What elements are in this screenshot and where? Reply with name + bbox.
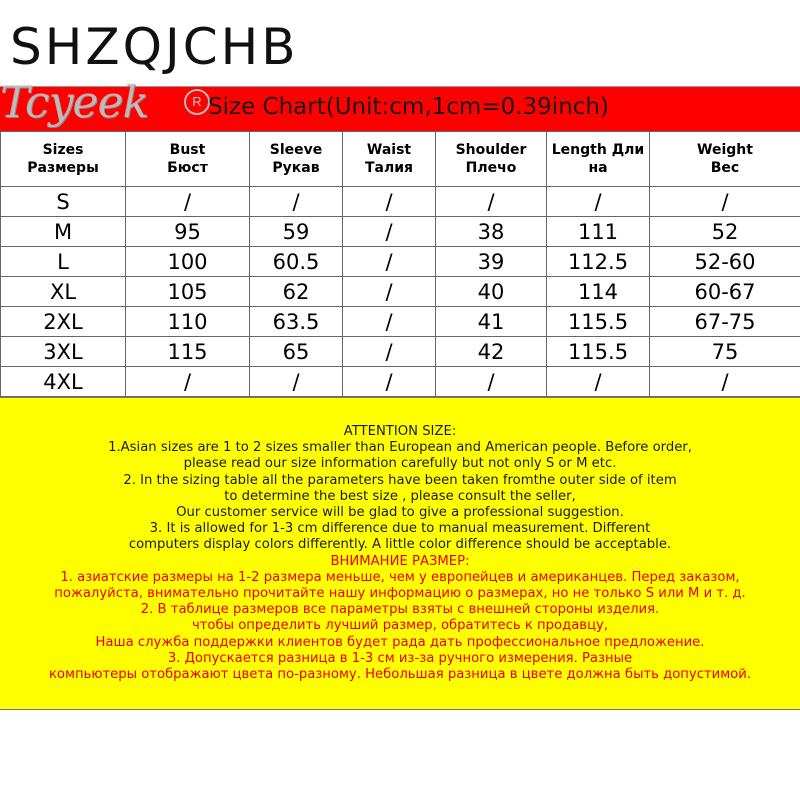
table-row <box>1 187 800 217</box>
column-header-sizes: Sizes Размеры <box>1 132 126 187</box>
table-cell: 59 <box>250 217 343 247</box>
table-row <box>1 247 800 277</box>
table-cell: / <box>343 277 436 307</box>
column-header-weight: Weight Вес <box>650 132 800 187</box>
notice-line-ru: пожалуйста, внимательно прочитайте нашу информацию о размерах, но не только S или M и т. д. <box>54 586 746 602</box>
table-cell: / <box>126 187 250 217</box>
table-cell: 65 <box>250 337 343 367</box>
table-cell: 52-60 <box>650 247 800 277</box>
size-chart-header <box>0 77 800 132</box>
attention-notice <box>0 397 800 710</box>
notice-line-en: 3. It is allowed for 1-3 cm difference due to manual measurement. Different <box>149 521 651 537</box>
brand-title: SHZQJCHB <box>10 18 299 76</box>
table-cell: 75 <box>650 337 800 367</box>
table-cell: 110 <box>126 307 250 337</box>
table-cell: 115.5 <box>547 337 650 367</box>
table-cell: / <box>650 187 800 217</box>
table-cell: / <box>343 337 436 367</box>
column-header-waist: Waist Талия <box>343 132 436 187</box>
table-cell: / <box>547 187 650 217</box>
registered-mark-icon: R <box>184 89 210 115</box>
table-cell: 60-67 <box>650 277 800 307</box>
table-cell: / <box>547 367 650 397</box>
table-cell: S <box>1 187 126 217</box>
table-cell: / <box>343 367 436 397</box>
table-row <box>1 337 800 367</box>
table-cell: 114 <box>547 277 650 307</box>
table-cell: 111 <box>547 217 650 247</box>
table-cell: / <box>436 367 547 397</box>
table-cell: / <box>343 187 436 217</box>
table-cell: 105 <box>126 277 250 307</box>
notice-line-ru: 1. азиатские размеры на 1-2 размера меньше, чем у европейцев и американцев. Перед заказом, <box>60 569 740 585</box>
table-cell: / <box>343 247 436 277</box>
notice-line-ru: Наша служба поддержки клиентов будет рада дать профессиональное предложение. <box>95 634 705 650</box>
table-cell: 115 <box>126 337 250 367</box>
size-table-header-row <box>1 132 800 187</box>
table-cell: / <box>126 367 250 397</box>
table-cell: 62 <box>250 277 343 307</box>
table-cell: 60.5 <box>250 247 343 277</box>
table-cell: 39 <box>436 247 547 277</box>
table-cell: 42 <box>436 337 547 367</box>
notice-heading-en: ATTENTION SIZE: <box>343 424 457 439</box>
notice-line-en: please read our size information carefully but not only S or M etc. <box>183 456 617 472</box>
table-cell: / <box>436 187 547 217</box>
table-cell: 40 <box>436 277 547 307</box>
notice-line-en: to determine the best size , please consult the seller, <box>224 488 576 504</box>
table-row <box>1 277 800 307</box>
notice-line-ru: чтобы определить лучший размер, обратитесь к продавцу, <box>191 618 609 634</box>
column-header-length: Length Дли на <box>547 132 650 187</box>
table-row <box>1 367 800 397</box>
table-cell: 52 <box>650 217 800 247</box>
table-cell: / <box>650 367 800 397</box>
table-cell: 95 <box>126 217 250 247</box>
table-cell: M <box>1 217 126 247</box>
table-cell: 67-75 <box>650 307 800 337</box>
table-cell: / <box>250 187 343 217</box>
column-header-sleeve: Sleeve Рукав <box>250 132 343 187</box>
size-chart-title: Size Chart(Unit:cm,1cm=0.39inch) <box>208 94 609 120</box>
brand-logo: Tcyeek <box>0 77 149 128</box>
notice-line-en: Our customer service will be glad to give a professional suggestion. <box>176 505 624 521</box>
column-header-bust: Bust Бюст <box>126 132 250 187</box>
table-cell: 115.5 <box>547 307 650 337</box>
size-table <box>0 131 800 397</box>
table-cell: 38 <box>436 217 547 247</box>
table-cell: 100 <box>126 247 250 277</box>
table-cell: L <box>1 247 126 277</box>
notice-line-en: computers display colors differently. A little color difference should be acceptable. <box>128 537 672 553</box>
notice-line-en: 1.Asian sizes are 1 to 2 sizes smaller than European and American people. Before order, <box>108 440 692 456</box>
table-cell: / <box>250 367 343 397</box>
table-cell: 3XL <box>1 337 126 367</box>
table-cell: 41 <box>436 307 547 337</box>
notice-line-ru: 3. Допускается разница в 1-3 см из-за ручного измерения. Разные <box>167 650 633 666</box>
table-row <box>1 217 800 247</box>
table-cell: 4XL <box>1 367 126 397</box>
notice-line-ru: компьютеры отображают цвета по-разному. Небольшая разница в цвете должна быть допустимой. <box>48 667 752 683</box>
table-cell: / <box>343 217 436 247</box>
notice-line-ru: 2. В таблице размеров все параметры взяты с внешней стороны изделия. <box>140 602 660 618</box>
table-cell: XL <box>1 277 126 307</box>
table-cell: 63.5 <box>250 307 343 337</box>
column-header-shoulder: Shoulder Плечо <box>436 132 547 187</box>
notice-heading-ru: ВНИМАНИЕ РАЗМЕР: <box>330 553 470 569</box>
table-cell: 112.5 <box>547 247 650 277</box>
table-row <box>1 307 800 337</box>
notice-line-en: 2. In the sizing table all the parameters have been taken fromthe outer side of item <box>123 472 677 488</box>
table-cell: / <box>343 307 436 337</box>
table-cell: 2XL <box>1 307 126 337</box>
